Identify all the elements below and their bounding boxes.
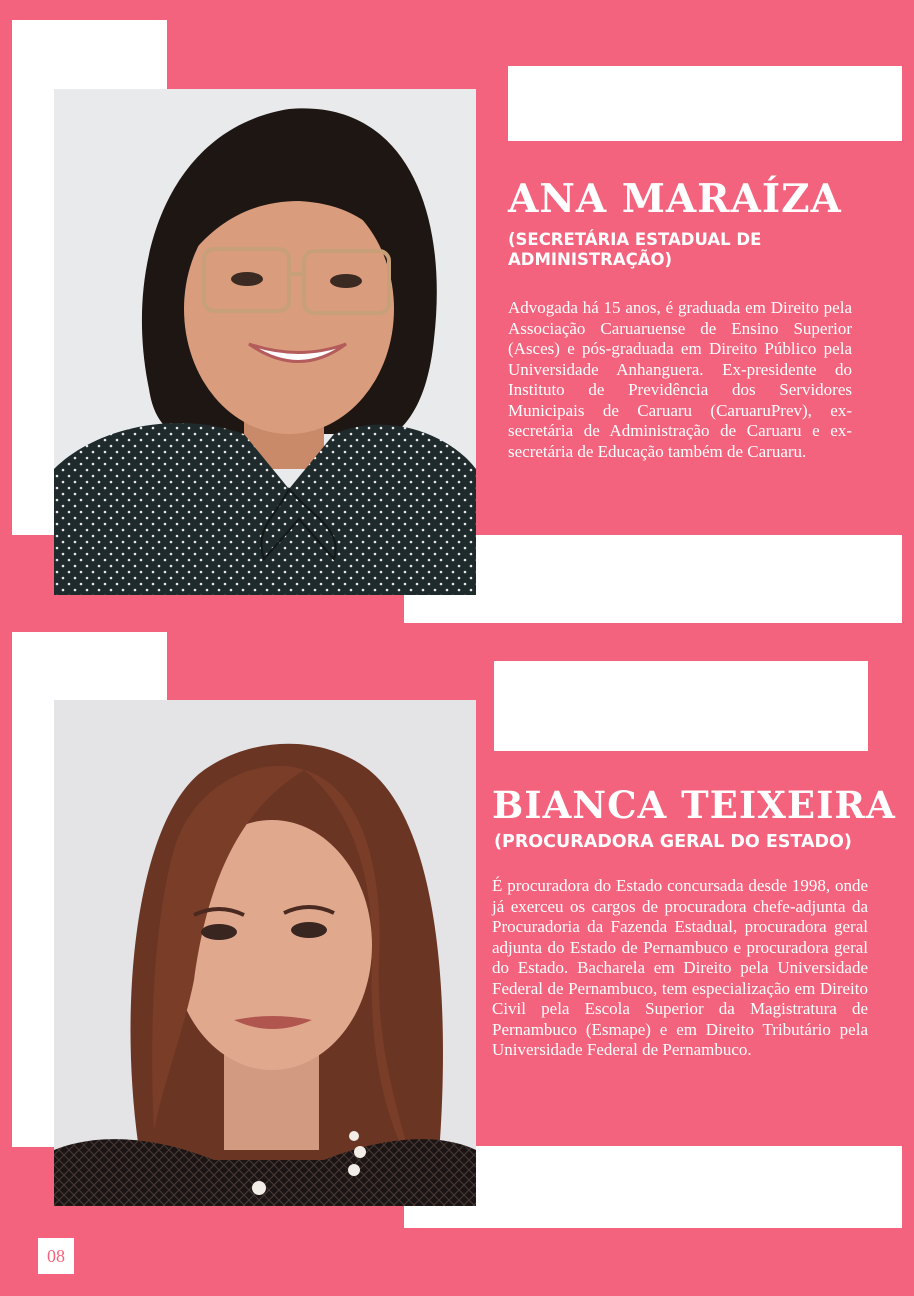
profile-role: (PROCURADORA GERAL DO ESTADO) — [494, 832, 852, 852]
profile-bio: É procuradora do Estado concursada desde 1998, onde já exerceu os cargos de procuradora chefe-adjunta da Procuradoria da Fazenda Estadual, procuradora geral adjunta do Estado de Pernambuco e procuradora geral do Estado. Bacharela em Direito pela Universidade Federal de Pernambuco, tem especialização em Direito Civil pela Escola Superior da Magistratura de Pernambuco (Esmape) e em Direito Tributário pela Universidade Federal de Pernambuco. — [492, 876, 868, 1059]
decor-block — [494, 661, 868, 751]
profile-name: BIANCA TEIXEIRA — [492, 783, 896, 827]
profile-photo-bianca — [54, 700, 476, 1206]
page-number: 08 — [38, 1238, 74, 1274]
decor-block — [404, 535, 902, 623]
profile-photo-ana — [54, 89, 476, 595]
profile-role: (SECRETÁRIA ESTADUAL DE ADMINISTRAÇÃO) — [508, 230, 762, 269]
profile-bio: Advogada há 15 anos, é graduada em Direito pela Associação Caruaruense de Ensino Superior (Asces) e pós-graduada em Direito Público pela Universidade Anhanguera. Ex-presidente do Instituto de Previdência dos Servidores Municipais de Caruaru (CaruaruPrev), ex-secretária de Administração de Caruaru e ex-secretária de Educação também de Caruaru. — [508, 298, 852, 461]
decor-block — [508, 66, 902, 141]
decor-block — [404, 1146, 902, 1228]
profile-name: ANA MARAÍZA — [508, 176, 842, 222]
